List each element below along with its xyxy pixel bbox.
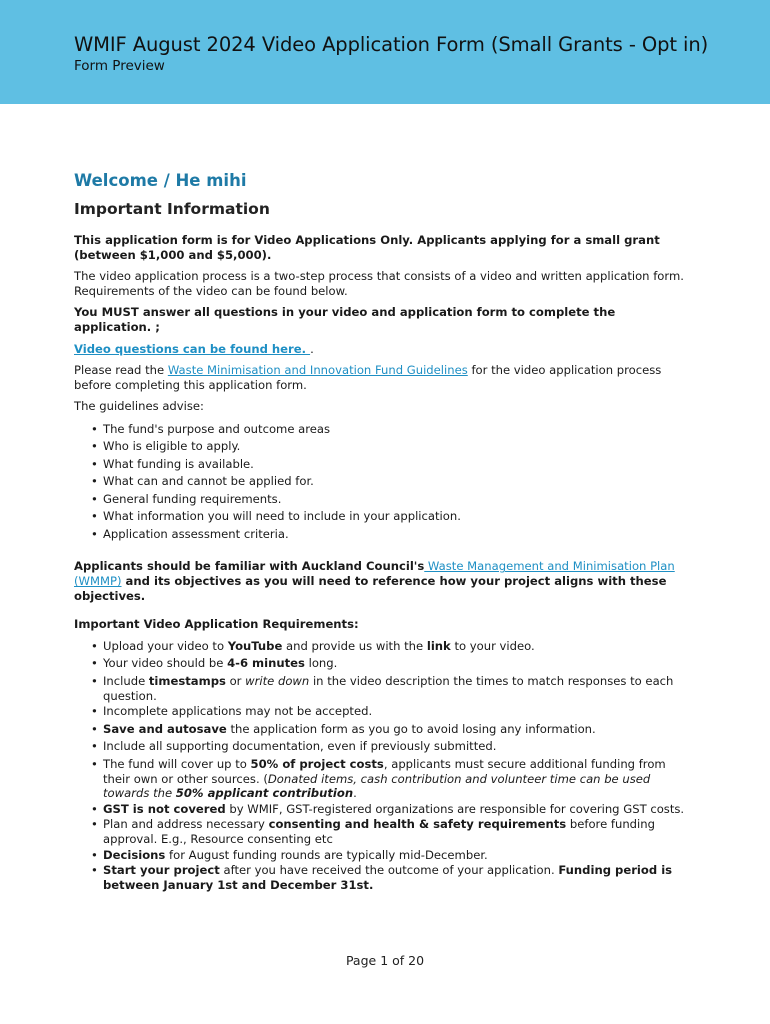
form-content: [74, 170, 694, 892]
wmmp-pre: Applicants should be familiar with Auckland Council's: [74, 559, 425, 574]
intro-text: This application form is for Video Applications Only. Applicants applying for a small grant (between $1,000 and $5,000).: [74, 233, 660, 262]
list-item: • Upload your video to YouTube and provide us with the link to your video.: [74, 639, 694, 654]
advise-list: [74, 421, 694, 544]
video-questions-link[interactable]: Video questions can be found here.: [74, 341, 311, 356]
must-answer-text: You MUST answer all questions in your video and application form to complete the application. ;: [74, 305, 616, 334]
requirements-heading: Important Video Application Requirements:: [74, 617, 359, 632]
page-header: [0, 0, 770, 104]
list-item: • Start your project after you have received the outcome of your application. Funding period is between January 1st and December 31st.: [74, 863, 694, 892]
wmmp-post: and its objectives as you will need to reference how your project aligns with these objectives.: [74, 574, 667, 603]
list-item: • Save and autosave the application form as you go to avoid losing any information.: [74, 722, 694, 737]
wmmp-paragraph: [74, 559, 694, 603]
list-item: • General funding requirements.: [74, 491, 694, 509]
list-item: • Plan and address necessary consenting and health & safety requirements before funding approval. E.g., Resource consenting etc: [74, 817, 694, 846]
list-item: • What can and cannot be applied for.: [74, 473, 694, 491]
list-item: • What information you will need to include in your application.: [74, 508, 694, 526]
wmmp-link[interactable]: Waste Management and Minimisation Plan (WMMP): [74, 559, 675, 589]
list-item: • The fund's purpose and outcome areas: [74, 421, 694, 439]
list-item: • Include timestamps or write down in the video description the times to match responses to each question.: [74, 674, 694, 703]
list-item: • Incomplete applications may not be accepted.: [74, 704, 694, 719]
video-questions-paragraph: [74, 342, 694, 357]
list-item: • What funding is available.: [74, 456, 694, 474]
list-item: • Application assessment criteria.: [74, 526, 694, 544]
requirements-list: [74, 639, 694, 893]
guidelines-link[interactable]: Waste Minimisation and Innovation Fund Guidelines: [167, 363, 468, 378]
list-item: • The fund will cover up to 50% of project costs, applicants must secure additional funding from their own or other sources. (Donated items, cash contribution and volunteer time can be used towards the 50% applicant contribution.: [74, 757, 694, 801]
list-item: • GST is not covered by WMIF, GST-registered organizations are responsible for covering GST costs.: [74, 802, 694, 817]
guidelines-advise: The guidelines advise:: [74, 399, 204, 414]
welcome-heading: Welcome / He mihi: [74, 171, 247, 190]
list-item: • Include all supporting documentation, even if previously submitted.: [74, 739, 694, 754]
list-item: • Your video should be 4-6 minutes long.: [74, 656, 694, 671]
guidelines-post: for the video application process before completing this application form.: [74, 363, 662, 392]
page-number: Page 1 of 20: [345, 953, 425, 968]
form-title: WMIF August 2024 Video Application Form (Small Grants - Opt in): [74, 33, 709, 56]
form-preview-label: Form Preview: [74, 58, 165, 74]
guidelines-pre: Please read the: [74, 363, 168, 378]
guidelines-paragraph: [74, 363, 694, 392]
process-text: The video application process is a two-step process that consists of a video and written application form. Requirements of the video can be found below.: [74, 269, 684, 298]
important-info-heading: Important Information: [74, 200, 270, 218]
list-item: • Decisions for August funding rounds are typically mid-December.: [74, 848, 694, 863]
video-questions-after: .: [310, 341, 314, 356]
list-item: • Who is eligible to apply.: [74, 438, 694, 456]
